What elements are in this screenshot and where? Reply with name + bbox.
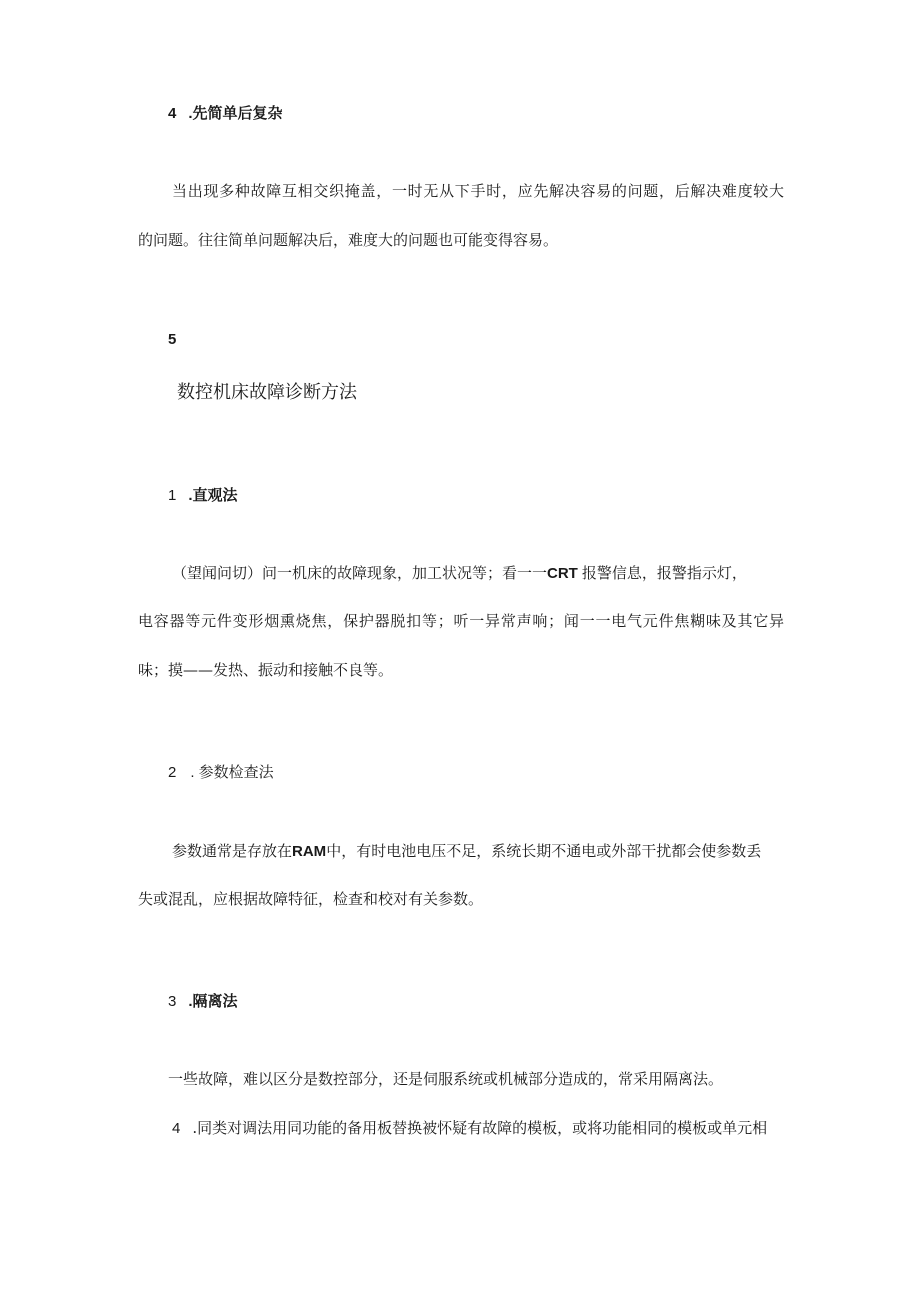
paragraph-line: 一些故障，难以区分是数控部分，还是伺服系统或机械部分造成的，常采用隔离法。 xyxy=(168,1070,724,1088)
method-4-line xyxy=(172,1118,767,1139)
method-3-title xyxy=(168,991,238,1012)
text-run: 报警信息，报警指示灯， xyxy=(581,564,747,582)
paragraph-line: 味；摸——发热、振动和接触不良等。 xyxy=(138,661,394,679)
paragraph-line: 的问题。往往简单问题解决后，难度大的问题也可能变得容易。 xyxy=(138,231,559,249)
crt-term: CRT xyxy=(547,565,578,582)
method-number: 4 xyxy=(172,1120,181,1137)
paragraph-line: 失或混乱，应根据故障特征，检查和校对有关参数。 xyxy=(138,890,484,908)
method-1-title xyxy=(168,485,238,506)
paragraph-line: 电容器等元件变形烟熏烧焦，保护器脱扣等；听一异常声响；闻一一电气元件焦糊味及其它异 xyxy=(138,612,784,630)
method-text: .同类对调法用同功能的备用板替换被怀疑有故障的模板，或将功能相同的模板或单元相 xyxy=(192,1119,768,1137)
method-number: 2 xyxy=(168,764,177,781)
section-4-title xyxy=(168,103,283,124)
section-number: 4 xyxy=(168,105,177,122)
chapter-number: 5 xyxy=(168,331,177,348)
paragraph-line: 当出现多种故障互相交织掩盖，一时无从下手时，应先解决容易的问题，后解决难度较大 xyxy=(172,182,784,200)
method-2-title xyxy=(168,762,274,783)
method-number: 1 xyxy=(168,487,177,504)
text-run: （望闻问切）问一机床的故障现象，加工状况等；看一一 xyxy=(172,564,548,582)
ram-term: RAM xyxy=(292,843,327,860)
chapter-title: 数控机床故障诊断方法 xyxy=(177,382,357,403)
method-title-text: . 参数检查法 xyxy=(190,764,274,781)
paragraph-line xyxy=(172,841,761,862)
section-title-text: .先简单后复杂 xyxy=(188,105,283,122)
method-number: 3 xyxy=(168,993,177,1010)
method-title-text: .隔离法 xyxy=(188,993,238,1010)
paragraph-line xyxy=(172,563,747,584)
text-run: 中，有时电池电压不足，系统长期不通电或外部干扰都会使参数丢 xyxy=(326,842,762,860)
method-title-text: .直观法 xyxy=(188,487,238,504)
text-run: 参数通常是存放在 xyxy=(172,842,293,860)
